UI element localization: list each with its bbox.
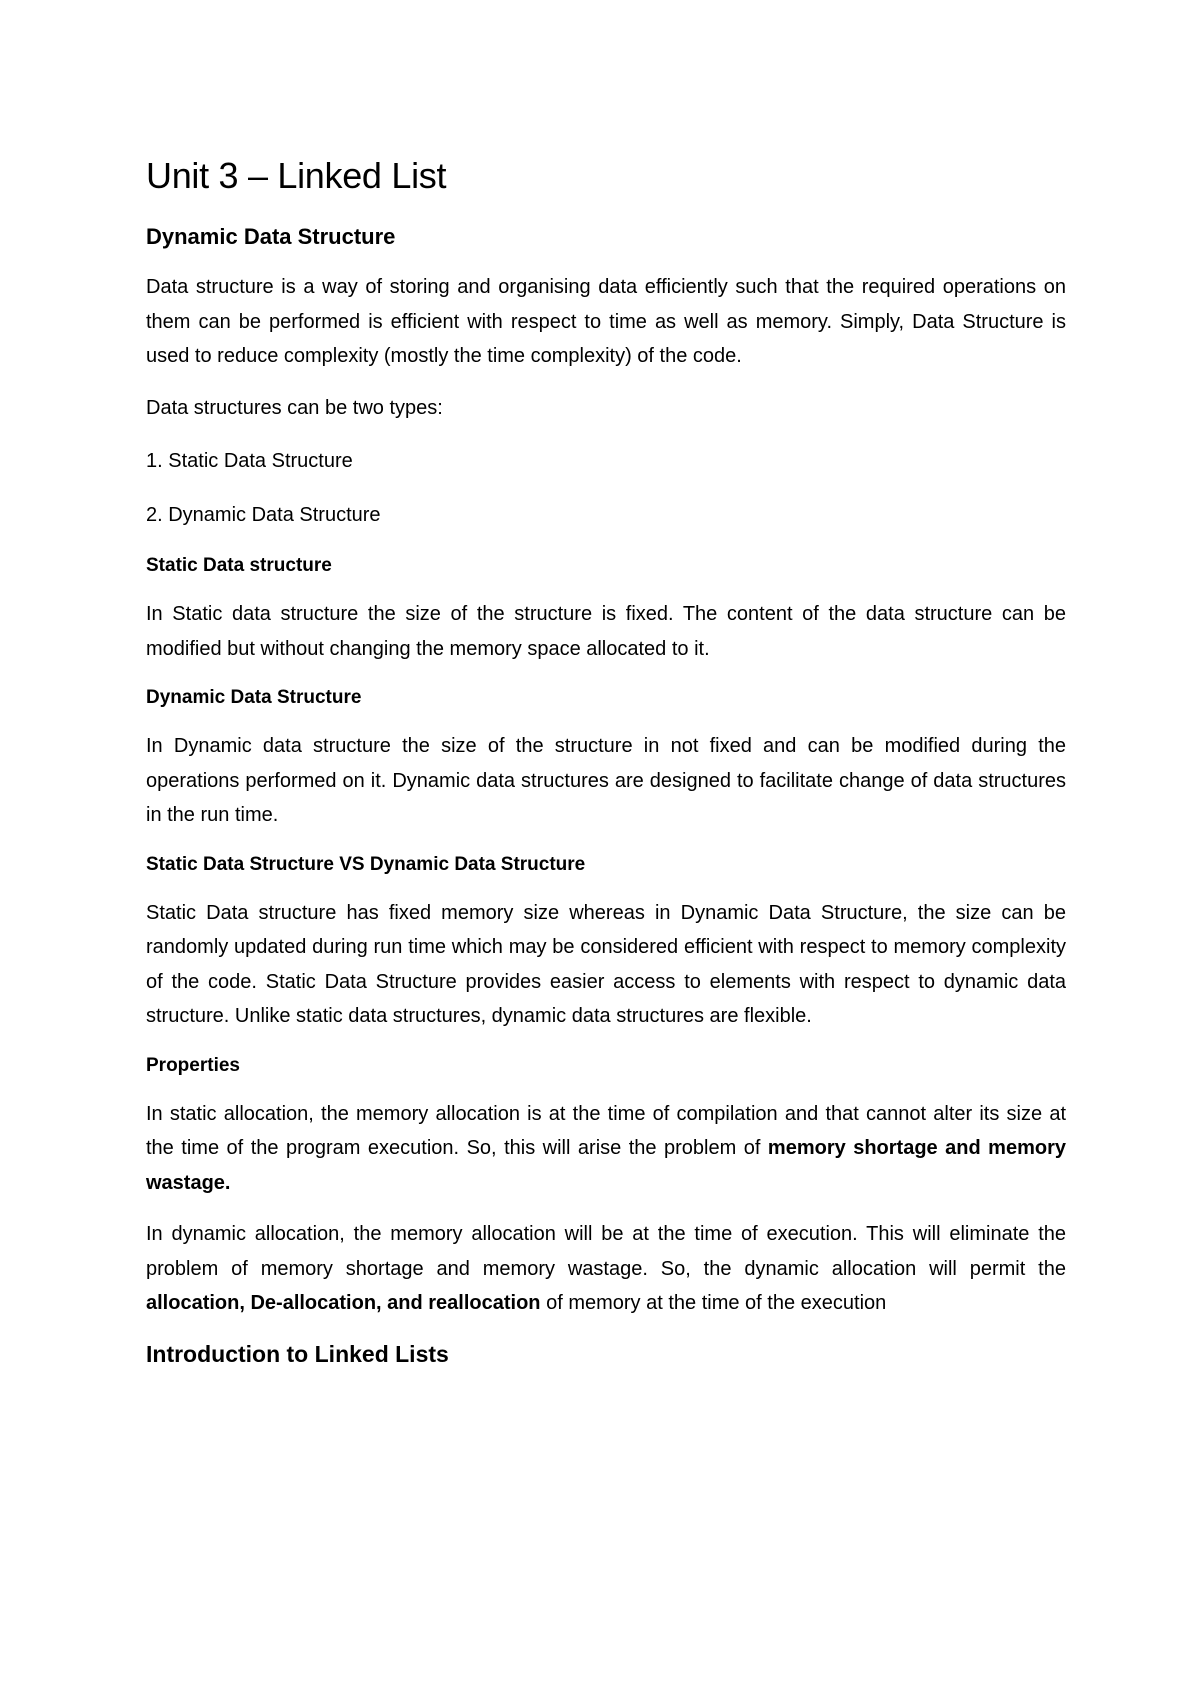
document-page [146,140,1066,1370]
subheading-static-vs-dynamic: Static Data Structure VS Dynamic Data Structure [146,853,586,875]
dynamic-paragraph: In Dynamic data structure the size of the structure in not fixed and can be modified during the operations performed on it. Dynamic data structures are designed to facilitate change of data structures in the run time. [146,735,1066,826]
subheading-properties: Properties [146,1054,240,1076]
list-item-static: 1. Static Data Structure [146,450,353,472]
properties-dynamic-paragraph [146,1217,1066,1321]
types-intro: Data structures can be two types: [146,396,443,419]
section-heading-linked-lists: Introduction to Linked Lists [146,1340,449,1367]
comparison-paragraph: Static Data structure has fixed memory size whereas in Dynamic Data Structure, the size can be randomly updated during run time which may be considered efficient with respect to memory complexity of the code. Static Data Structure provides easier access to elements with respect to dynamic data structure. Unlike static data structures, dynamic data structures are flexible. [146,901,1066,1027]
properties-static-bold: memory shortage and memory wastage. [146,1137,1066,1194]
properties-dynamic-text-2: of memory at the time of the execution [540,1292,887,1314]
section-heading-dynamic-data-structure: Dynamic Data Structure [146,224,396,249]
subheading-dynamic-data-structure: Dynamic Data Structure [146,687,362,708]
properties-static-paragraph [146,1097,1066,1201]
properties-dynamic-bold: allocation, De-allocation, and reallocation [146,1292,541,1314]
properties-static-text: In static allocation, the memory allocation is at the time of compilation and that cannot alter its size at the time of the program execution. So, this will arise the problem of [146,1102,1066,1159]
static-paragraph: In Static data structure the size of the structure is fixed. The content of the data structure can be modified but without changing the memory space allocated to it. [146,603,1066,660]
properties-dynamic-text-1: In dynamic allocation, the memory allocation will be at the time of execution. This will eliminate the problem of memory shortage and memory wastage. So, the dynamic allocation will permit the [146,1223,1066,1280]
list-item-dynamic: 2. Dynamic Data Structure [146,503,381,526]
page-title: Unit 3 – Linked List [146,155,447,196]
intro-paragraph: Data structure is a way of storing and organising data efficiently such that the required operations on them can be performed is efficient with respect to time as well as memory. Simply, Data Structure is used to reduce complexity (mostly the time complexity) of the code. [146,276,1066,367]
subheading-static-data-structure: Static Data structure [146,555,332,576]
